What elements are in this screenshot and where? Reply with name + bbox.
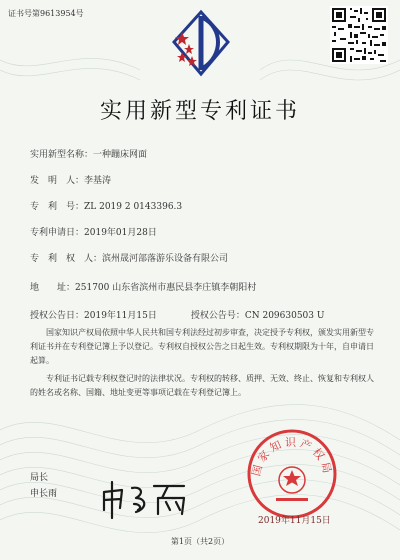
field-row-patentee xyxy=(30,251,228,264)
field-label: 专利申请日： xyxy=(30,228,85,238)
field-label: 地 址： xyxy=(30,283,76,293)
field-value: 251700 山东省滨州市惠民县李庄镇李朝阳村 xyxy=(75,283,257,293)
certificate-number: 证书号第9613954号 xyxy=(8,9,84,18)
certificate-title: 实用新型专利证书 xyxy=(99,99,300,124)
field-row-patent-number xyxy=(30,199,182,212)
field-row-grant xyxy=(30,308,324,321)
field-label: 实用新型名称： xyxy=(30,150,94,160)
field-row-address xyxy=(30,280,256,293)
field-row-application-date xyxy=(30,225,157,238)
paragraph-text: 国家知识产权局依照中华人民共和国专利法经过初步审查，决定授予专利权，颁发实用新型专利证书并在专利登记簿上予以登记。专利权自授权公告之日起生效。专利权期限为十年，自申请日起算。 xyxy=(30,328,374,365)
field-row-inventor xyxy=(30,173,111,186)
paragraph-legal-status xyxy=(30,372,375,400)
field-value: 滨州晟河部落游乐设备有限公司 xyxy=(102,254,229,264)
signature-title: 局长 xyxy=(30,473,49,483)
field-value: 李基涛 xyxy=(84,176,112,186)
grant-pub-value: CN 209630503 U xyxy=(244,311,325,321)
patent-office-emblem-icon xyxy=(168,8,234,80)
seal-date: 2019年11月15日 xyxy=(258,516,331,526)
official-seal xyxy=(246,428,338,520)
grant-pub-label: 授权公告号： xyxy=(190,311,245,321)
field-value: 一种蹦床网面 xyxy=(93,150,148,160)
seal-text: 国家知识产权局 xyxy=(249,436,335,478)
field-label: 专 利 号： xyxy=(30,202,85,212)
field-label: 专 利 权 人： xyxy=(30,254,103,264)
paragraph-text: 专利证书记载专利权登记时的法律状况。专利权的转移、质押、无效、终止、恢复和专利权人的姓名或名称、国籍、地址变更等事项记载在专利登记簿上。 xyxy=(30,374,374,397)
field-value: ZL 2019 2 0143396.3 xyxy=(84,202,183,212)
field-label: 发 明 人： xyxy=(30,176,85,186)
field-value: 2019年01月28日 xyxy=(84,228,157,238)
signature-name: 申长雨 xyxy=(30,489,58,499)
field-row-utility-model-name xyxy=(30,147,147,160)
grant-date-label: 授权公告日： xyxy=(30,311,85,321)
qr-code xyxy=(330,6,388,64)
handwritten-signature xyxy=(98,478,190,520)
paragraph-grant-decision xyxy=(30,326,375,368)
grant-date-value: 2019年11月15日 xyxy=(84,311,157,321)
page-footer: 第1页（共2页） xyxy=(170,537,230,546)
